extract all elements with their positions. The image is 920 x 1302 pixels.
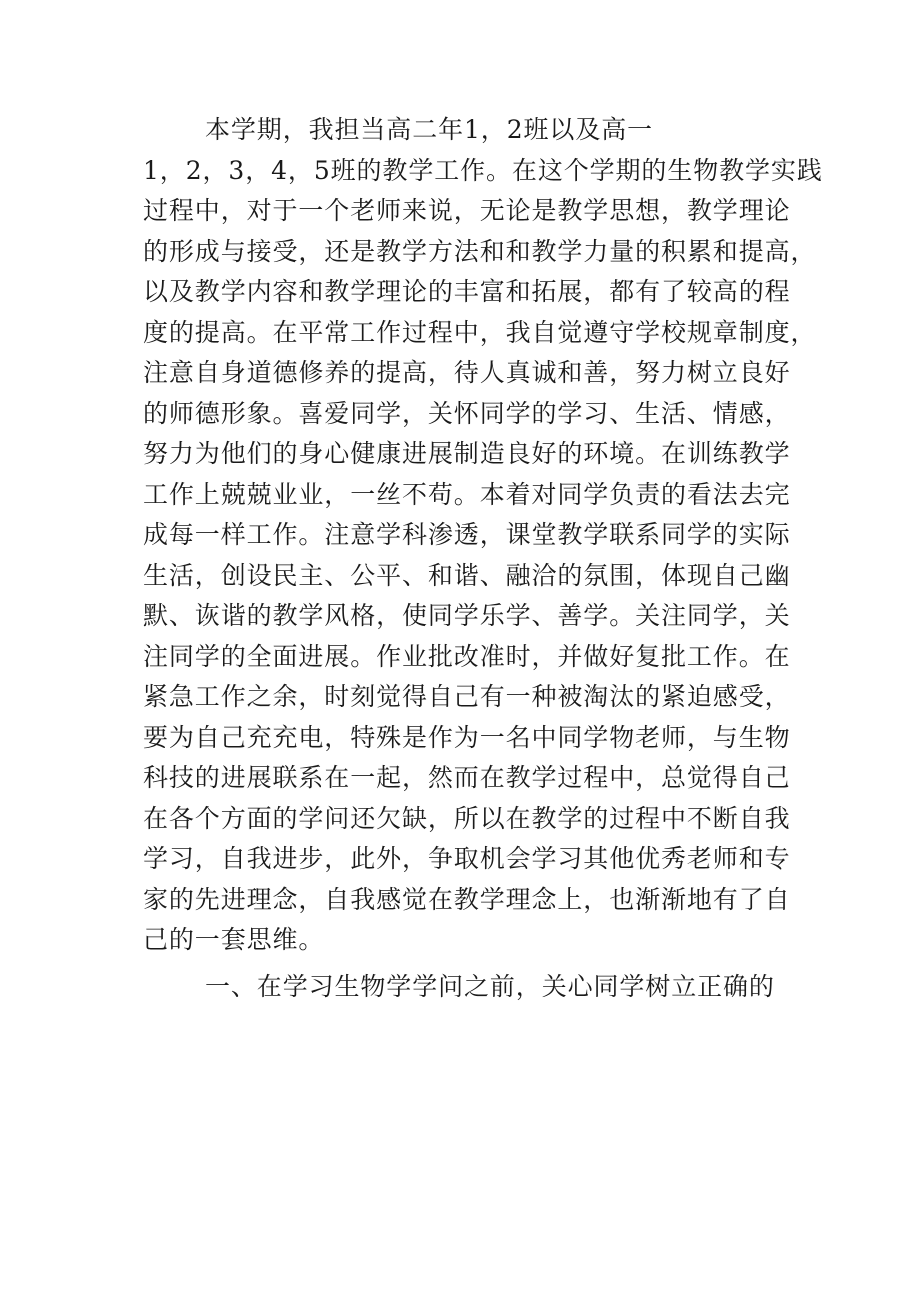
text-line: 学习，自我进步，此外，争取机会学习其他优秀老师和专 xyxy=(143,844,791,873)
text-line: 一、在学习生物学学问之前，关心同学树立正确的 xyxy=(205,971,775,1001)
text-line: 本学期，我担当高二年1，2班以及高一 xyxy=(205,115,654,144)
text-line: 己的一套思维。 xyxy=(143,925,325,954)
text-line: 努力为他们的身心健康进展制造良好的环境。在训练教学 xyxy=(143,439,791,468)
text-line: 注意自身道德修养的提高，待人真诚和善，努力树立良好 xyxy=(143,358,791,387)
text-line: 在各个方面的学问还欠缺，所以在教学的过程中不断自我 xyxy=(143,803,791,833)
text-line: 1，2，3，4，5班的教学工作。在这个学期的生物教学实践 xyxy=(143,155,823,185)
text-line: 科技的进展联系在一起，然而在教学过程中，总觉得自己 xyxy=(143,763,791,792)
text-line: 默、诙谐的教学风格，使同学乐学、善学。关注同学，关 xyxy=(143,601,791,630)
text-line: 的师德形象。喜爱同学，关怀同学的学习、生活、情感， xyxy=(143,398,791,428)
text-line: 要为自己充充电，特殊是作为一名中同学物老师，与生物 xyxy=(143,722,791,752)
text-line: 成每一样工作。注意学科渗透，课堂教学联系同学的实际 xyxy=(143,520,791,549)
paragraph-2 xyxy=(143,967,783,1008)
text-line: 生活，创设民主、公平、和谐、融洽的氛围，体现自己幽 xyxy=(143,560,791,590)
text-line: 度的提高。在平常工作过程中，我自觉遵守学校规章制度， xyxy=(143,317,817,347)
text-line: 家的先进理念，自我感觉在教学理念上，也渐渐地有了自 xyxy=(143,884,791,914)
text-line: 的形成与接受，还是教学方法和和教学力量的积累和提高， xyxy=(143,236,817,266)
text-line: 过程中，对于一个老师来说，无论是教学思想，教学理论 xyxy=(143,196,791,225)
text-line: 注同学的全面进展。作业批改准时，并做好复批工作。在 xyxy=(143,641,791,671)
text-line: 以及教学内容和教学理论的丰富和拓展，都有了较高的程 xyxy=(143,277,791,306)
text-line: 紧急工作之余，时刻觉得自己有一种被淘汰的紧迫感受， xyxy=(143,682,791,711)
paragraph-1 xyxy=(143,110,823,961)
text-line: 工作上兢兢业业，一丝不苟。本着对同学负责的看法去完 xyxy=(143,479,791,509)
document-body xyxy=(143,110,823,1007)
